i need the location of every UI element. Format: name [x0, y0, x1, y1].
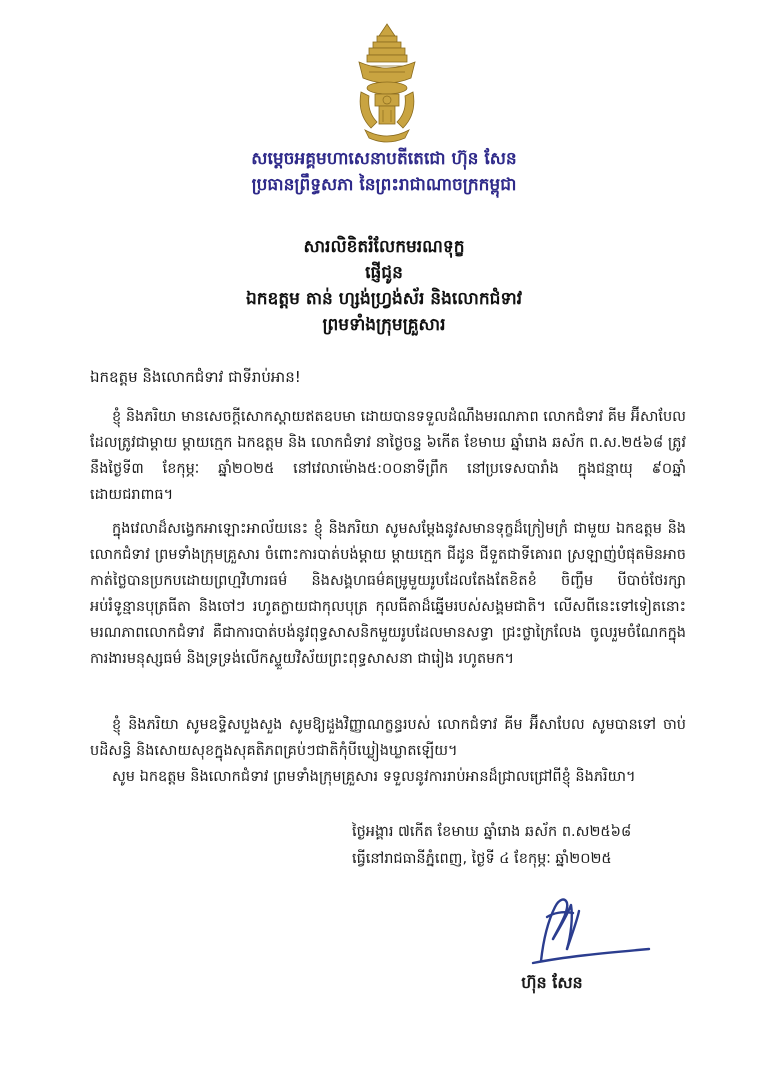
royal-seal-emblem — [355, 22, 419, 144]
sender-name: សម្តេចអគ្គមហាសេនាបតីតេជោ ហ៊ុន សែន — [251, 149, 517, 169]
recipient-family: ព្រមទាំងក្រុមគ្រួសារ — [322, 315, 446, 335]
letter-subtitle-to: ផ្ញើជូន — [365, 263, 403, 283]
paragraph-condolence: ក្នុងវេលាដ៏សង្វេកអាឡោះអាល័យនេះ ខ្ញុំ និងភរិយា សូមសម្តែងនូវសមានទុក្ខដ៏ក្រៀមក្រំ ជាមួយ ឯកឧត្តម និងលោកជំទាវ ព្រមទាំងក្រុមគ្រួសារ ចំពោះការបាត់បង់ម្តាយ ម្តាយក្មេក ជីដូន ជីទួតជាទីគោរព ស្រឡាញ់បំផុតមិនអាចកាត់ថ្លៃបានប្រកបដោយព្រហ្មវិហារធម៌ និងសង្គហធម៌គម្រូមួយរូបដែលតែងតែខិតខំ ចិញ្ចឹម បីបាច់ថែរក្សា អប់រំទូន្មានបុត្រធីតា និងចៅៗ រហូតក្លាយជាកុលបុត្រ កុលធីតាដ៏ឆ្នើមរបស់សង្គមជាតិ។ លើសពីនេះទៅទៀតនោះ មរណភាពលោកជំទាវ គឺជាការបាត់បង់នូវពុទ្ធសាសនិកមួយរូបដែលមានសទ្ធា ជ្រះថ្លាក្រៃលែង ចូលរួមចំណែកក្នុងការងារមនុស្សធម៌ និងទ្រទ្រង់លើកស្ទួយវិស័យព្រះពុទ្ធសាសនា ជារៀង រហូតមក។ — [90, 521, 686, 667]
paragraph-closing: សូម ឯកឧត្តម និងលោកជំទាវ ព្រមទាំងក្រុមគ្រួសារ ទទួលនូវការរាប់អានដ៏ជ្រាលជ្រៅពីខ្ញុំ និងភរិយា។ — [112, 769, 636, 785]
handwritten-signature — [513, 887, 653, 977]
dateline-place: ធ្វើនៅរាជធានីភ្នំពេញ, ថ្ងៃទី ៤ ខែកុម្ភៈ ឆ្នាំ២០២៥ — [352, 851, 612, 867]
sender-title: ប្រធានព្រឹទ្ធសភា នៃព្រះរាជាណាចក្រកម្ពុជា — [251, 175, 517, 195]
recipient-name: ឯកឧត្តម តាន់ ហ្សង់ហ្វ្រង់ស័រ និងលោកជំទាវ — [245, 289, 523, 309]
letter-title: សារលិខិតរំលែកមរណទុក្ខ — [303, 237, 465, 257]
dateline-lunar: ថ្ងៃអង្គារ ៧កើត ខែមាឃ ឆ្នាំរោង ឆស័ក ព.ស២៥៦៨ — [352, 824, 632, 840]
paragraph-announcement: ខ្ញុំ និងភរិយា មានសេចក្តីសោកស្តាយឥតឧបមា ដោយបានទទួលដំណឹងមរណភាព លោកជំទាវ គីម អ៊ីសាបែល ដែលត្រូវជាម្តាយ ម្តាយក្មេក ឯកឧត្តម និង លោកជំទាវ នាថ្ងៃចន្ទ ៦កើត ខែមាឃ ឆ្នាំរោង ឆស័ក ព.ស.២៥៦៨ ត្រូវនឹងថ្ងៃទី៣ ខែកុម្ភៈ ឆ្នាំ២០២៥ នៅវេលាម៉ោង៥:០០នាទីព្រឹក នៅប្រទេសបារាំង ក្នុងជន្មាយុ ៩០ឆ្នាំ ដោយជរាពាធ។ — [90, 409, 686, 503]
paragraph-prayer: ខ្ញុំ និងភរិយា សូមឧទ្ទិសបួងសួង សូមឱ្យដួងវិញ្ញាណក្ខន្ធរបស់ លោកជំទាវ គីម អ៊ីសាបែល សូមបានទៅ ចាប់បដិសន្ធិ និងសោយសុខក្នុងសុគតិភពគ្រប់ៗជាតិកុំបីឃ្លៀងឃ្លាតឡើយ។ — [90, 717, 686, 759]
signatory-name: ហ៊ុន សែន — [521, 973, 583, 992]
salutation: ឯកឧត្តម និងលោកជំទាវ ជាទីរាប់អាន! — [90, 368, 301, 386]
